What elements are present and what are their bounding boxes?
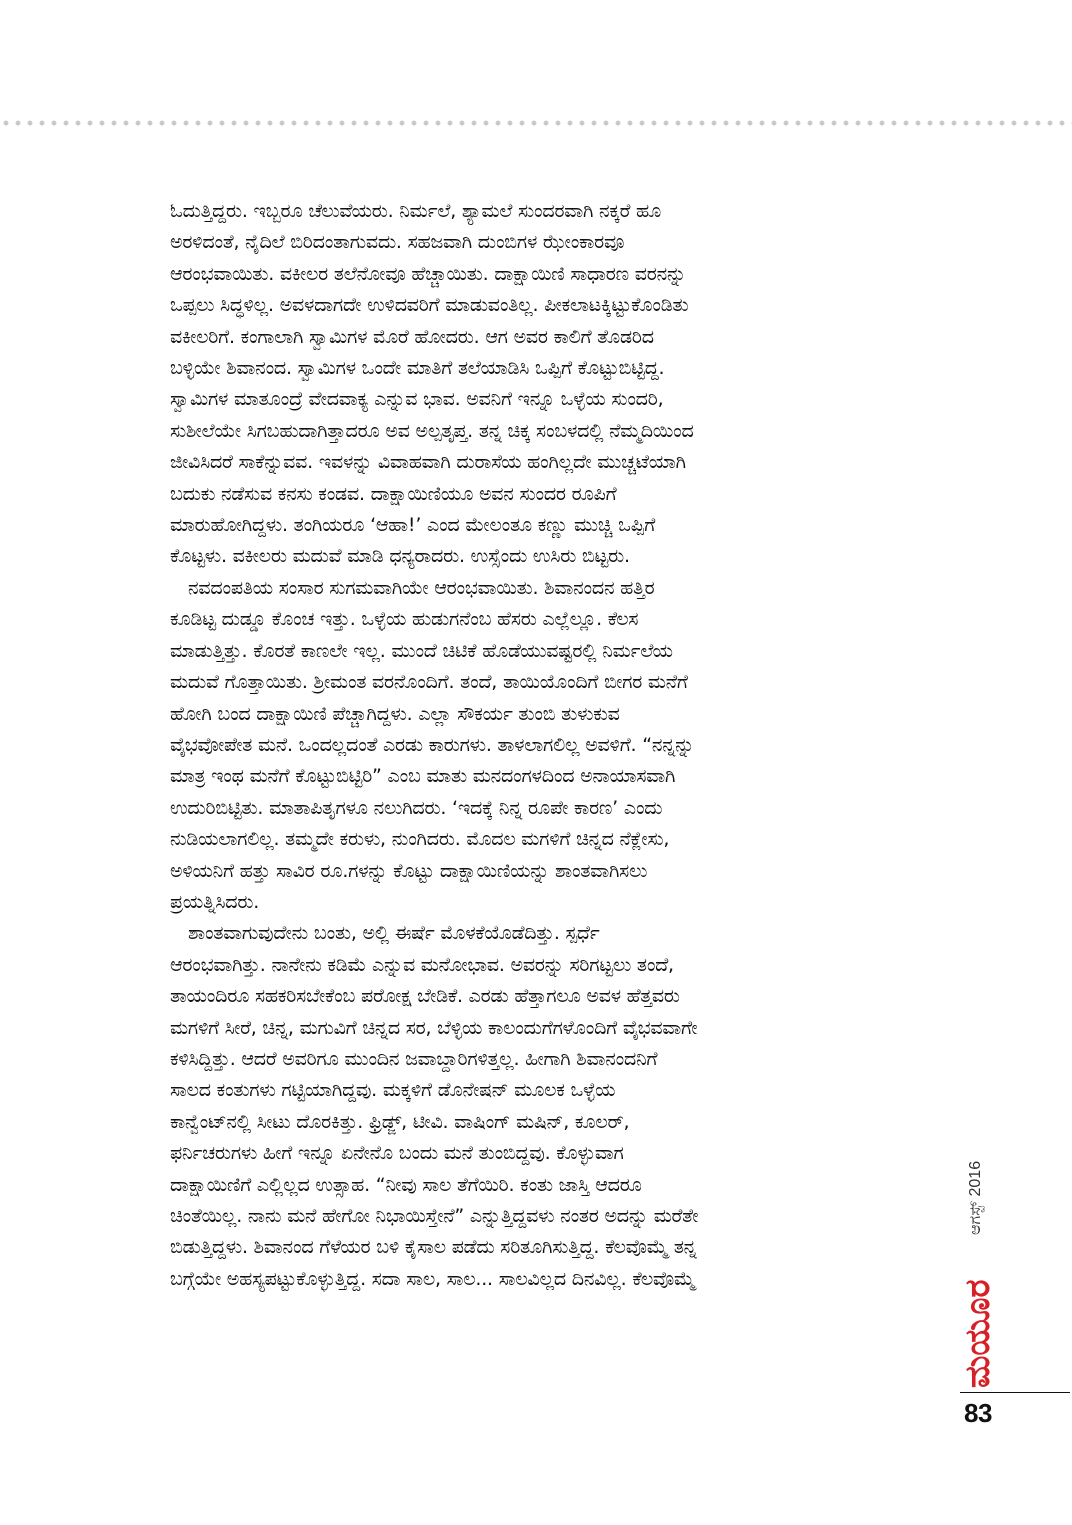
dotted-header-rule	[0, 120, 1072, 126]
text-line: ಬದುಕು ನಡೆಸುವ ಕನಸು ಕಂಡವ. ದಾಕ್ಷಾಯಿಣಿಯೂ ಅವನ ಸುಂದರ ರೂಪಿಗೆ	[170, 482, 617, 505]
paragraph-2	[170, 573, 920, 918]
text-line: ವೈಭವೋಪೇತ ಮನೆ. ಒಂದಲ್ಲದಂತೆ ಎರಡು ಕಾರುಗಳು. ತಾಳಲಾಗಲಿಲ್ಲ ಅವಳಿಗೆ. “ನನ್ನನ್ನು	[170, 733, 695, 756]
text-line: ಮಾರುಹೋಗಿದ್ದಳು. ತಂಗಿಯರೂ ‘ಆಹಾ!’ ಎಂದ ಮೇಲಂತೂ ಕಣ್ಣು ಮುಚ್ಚಿ ಒಪ್ಪಿಗೆ	[170, 514, 656, 537]
text-line: ಮಾಡುತ್ತಿತ್ತು. ಕೊರತೆ ಕಾಣಲೇ ಇಲ್ಲ. ಮುಂದೆ ಚಿಟಿಕೆ ಹೊಡೆಯುವಷ್ಟರಲ್ಲಿ ನಿರ್ಮಲೆಯ	[170, 639, 673, 662]
text-line: ದಾಕ್ಷಾಯಿಣಿಗೆ ಎಲ್ಲಿಲ್ಲದ ಉತ್ಸಾಹ. “ನೀವು ಸಾಲ ತೆಗೆಯಿರಿ. ಕಂತು ಜಾಸ್ತಿ ಆದರೂ	[170, 1173, 642, 1196]
folio-rule	[960, 1392, 1070, 1393]
text-line: ಬಳ್ಳಿಯೇ ಶಿವಾನಂದ. ಸ್ವಾಮಿಗಳ ಒಂದೇ ಮಾತಿಗೆ ತಲೆಯಾಡಿಸಿ ಒಪ್ಪಿಗೆ ಕೊಟ್ಟುಬಿಟ್ಟಿದ್ದ.	[170, 357, 665, 380]
text-line: ಓದುತ್ತಿದ್ದರು. ಇಬ್ಬರೂ ಚೆಲುವೆಯರು. ನಿರ್ಮಲೆ, ಶ್ಯಾಮಲೆ ಸುಂದರವಾಗಿ ನಕ್ಕರೆ ಹೂ	[170, 200, 662, 222]
paragraph-1	[170, 196, 920, 573]
text-line: ನುಡಿಯಲಾಗಲಿಲ್ಲ. ತಮ್ಮದೇ ಕರುಳು, ನುಂಗಿದರು. ಮೊದಲ ಮಗಳಿಗೆ ಚಿನ್ನದ ನೆಕ್ಲೇಸು,	[170, 828, 670, 851]
text-line: ಅರಳಿದಂತೆ, ನೈದಿಲೆ ಬಿರಿದಂತಾಗುವದು. ಸಹಜವಾಗಿ ದುಂಬಿಗಳ ಝೇಂಕಾರವೂ	[170, 231, 625, 254]
text-line: ನವದಂಪತಿಯ ಸಂಸಾರ ಸುಗಮವಾಗಿಯೇ ಆರಂಭವಾಯಿತು. ಶಿವಾನಂದನ ಹತ್ತಿರ	[188, 576, 655, 599]
magazine-logo: ಮಯೂರ	[958, 1279, 998, 1388]
text-line: ಕಳಿಸಿದ್ದಿತ್ತು. ಆದರೆ ಅವರಿಗೂ ಮುಂದಿನ ಜವಾಬ್ದಾರಿಗಳಿತ್ತಲ್ಲ. ಹೀಗಾಗಿ ಶಿವಾನಂದನಿಗೆ	[170, 1047, 658, 1070]
text-line: ಆರಂಭವಾಗಿತ್ತು. ನಾನೇನು ಕಡಿಮೆ ಎನ್ನುವ ಮನೋಭಾವ. ಅವರನ್ನು ಸರಿಗಟ್ಟಲು ತಂದೆ,	[170, 953, 674, 976]
text-line: ಮದುವೆ ಗೊತ್ತಾಯಿತು. ಶ್ರೀಮಂತ ವರನೊಂದಿಗೆ. ತಂದೆ, ತಾಯಿಯೊಂದಿಗೆ ಬೀಗರ ಮನೆಗೆ	[170, 671, 688, 694]
text-line: ಸ್ವಾಮಿಗಳ ಮಾತೂಂದ್ರೆ ವೇದವಾಕ್ಯ ಎನ್ನುವ ಭಾವ. ಅವನಿಗೆ ಇನ್ನೂ ಒಳ್ಳೆಯ ಸುಂದರಿ,	[170, 388, 664, 411]
text-line: ಮಗಳಿಗೆ ಸೀರೆ, ಚಿನ್ನ, ಮಗುವಿಗೆ ಚಿನ್ನದ ಸರ, ಬೆಳ್ಳಿಯ ಕಾಲಂದುಗೆಗಳೊಂದಿಗೆ ವೈಭವವಾಗೇ	[170, 1016, 698, 1039]
text-line: ಶಾಂತವಾಗುವುದೇನು ಬಂತು, ಅಲ್ಲಿ ಈರ್ಷೆ ಮೊಳಕೆಯೊಡೆದಿತ್ತು. ಸ್ಪರ್ಧೆ	[188, 922, 600, 945]
page-number: 83	[964, 1398, 992, 1428]
paragraph-3	[170, 918, 920, 1295]
text-line: ಕಾನ್ವೆಂಟ್‌ನಲ್ಲಿ ಸೀಟು ದೊರಕಿತ್ತು. ಫ್ರಿಡ್ಜ್, ಟೀವಿ. ವಾಷಿಂಗ್ ಮಷಿನ್, ಕೂಲರ್,	[170, 1110, 630, 1133]
text-line: ಆರಂಭವಾಯಿತು. ವಕೀಲರ ತಲೆನೋವೂ ಹೆಚ್ಚಾಯಿತು. ದಾಕ್ಷಾಯಿಣಿ ಸಾಧಾರಣ ವರನನ್ನು	[170, 262, 686, 285]
text-line: ಮಾತ್ರ ಇಂಥ ಮನೆಗೆ ಕೊಟ್ಟುಬಿಟ್ಟಿರಿ” ಎಂಬ ಮಾತು ಮನದಂಗಳದಿಂದ ಅನಾಯಾಸವಾಗಿ	[170, 765, 676, 788]
text-line: ಬಿಡುತ್ತಿದ್ದಳು. ಶಿವಾನಂದ ಗೆಳೆಯರ ಬಳಿ ಕೈಸಾಲ ಪಡೆದು ಸರಿತೂಗಿಸುತ್ತಿದ್ದ. ಕೆಲವೊಮ್ಮೆ ತನ್ನ	[170, 1236, 697, 1259]
text-line: ಜೀವಿಸಿದರೆ ಸಾಕೆನ್ನುವವ. ಇವಳನ್ನು ವಿವಾಹವಾಗಿ ದುರಾಸೆಯ ಹಂಗಿಲ್ಲದೇ ಮುಚ್ಚಟೆಯಾಗಿ	[170, 451, 686, 474]
issue-date: ಆಗಸ್ಟ್ 2016	[967, 1160, 984, 1235]
text-line: ಫರ್ನಿಚರುಗಳು ಹೀಗೆ ಇನ್ನೂ ಏನೇನೊ ಬಂದು ಮನೆ ತುಂಬಿದ್ದವು. ಕೊಳ್ಳುವಾಗ	[170, 1142, 624, 1165]
article-body	[170, 196, 920, 1426]
text-line: ಉದುರಿಬಿಟ್ಟಿತು. ಮಾತಾಪಿತೃಗಳೂ ನಲುಗಿದರು. ‘ಇದಕ್ಕೆ ನಿನ್ನ ರೂಪೇ ಕಾರಣ’ ಎಂದು	[170, 796, 663, 819]
text-line: ಪ್ರಯತ್ನಿಸಿದರು.	[170, 890, 260, 913]
text-line: ತಾಯಂದಿರೂ ಸಹಕರಿಸಬೇಕೆಂಬ ಪರೋಕ್ಷ ಬೇಡಿಕೆ. ಎರಡು ಹೆತ್ತಾಗಲೂ ಅವಳ ಹೆತ್ತವರು	[170, 985, 680, 1008]
text-line: ಕೂಡಿಟ್ಟ ದುಡ್ಡೂ ಕೊಂಚ ಇತ್ತು. ಒಳ್ಳೆಯ ಹುಡುಗನೆಂಬ ಹೆಸರು ಎಲ್ಲೆಲ್ಲೂ. ಕೆಲಸ	[170, 608, 639, 631]
text-line: ಅಳಿಯನಿಗೆ ಹತ್ತು ಸಾವಿರ ರೂ.ಗಳನ್ನು ಕೊಟ್ಟು ದಾಕ್ಷಾಯಿಣಿಯನ್ನು ಶಾಂತವಾಗಿಸಲು	[170, 859, 648, 882]
text-line: ಹೋಗಿ ಬಂದ ದಾಕ್ಷಾಯಿಣಿ ಪೆಚ್ಚಾಗಿದ್ದಳು. ಎಲ್ಲಾ ಸೌಕರ್ಯ ತುಂಬಿ ತುಳುಕುವ	[170, 702, 620, 725]
text-line: ಬಗ್ಗೆಯೇ ಅಹಸ್ಯಪಟ್ಟುಕೊಳ್ಳುತ್ತಿದ್ದ. ಸದಾ ಸಾಲ, ಸಾಲ... ಸಾಲವಿಲ್ಲದ ದಿನವಿಲ್ಲ. ಕೆಲವೊಮ್ಮೆ	[170, 1267, 696, 1290]
text-line: ಸುಶೀಲೆಯೇ ಸಿಗಬಹುದಾಗಿತ್ತಾದರೂ ಅವ ಅಲ್ಪತೃಪ್ತ. ತನ್ನ ಚಿಕ್ಕ ಸಂಬಳದಲ್ಲಿ ನೆಮ್ಮದಿಯಿಂದ	[170, 419, 694, 442]
text-line: ಚಿಂತೆಯಿಲ್ಲ. ನಾನು ಮನೆ ಹೇಗೋ ನಿಭಾಯಿಸ್ತೇನೆ” ಎನ್ನುತ್ತಿದ್ದವಳು ನಂತರ ಅದನ್ನು ಮರೆತೇ	[170, 1205, 699, 1227]
text-line: ವಕೀಲರಿಗೆ. ಕಂಗಾಲಾಗಿ ಸ್ವಾಮಿಗಳ ಮೊರೆ ಹೋದರು. ಆಗ ಅವರ ಕಾಲಿಗೆ ತೊಡರಿದ	[170, 325, 654, 348]
text-line: ಕೊಟ್ಟಳು. ವಕೀಲರು ಮದುವೆ ಮಾಡಿ ಧನ್ಯರಾದರು. ಉಸ್ಸೆಂದು ಉಸಿರು ಬಿಟ್ಟರು.	[170, 545, 630, 568]
text-line: ಸಾಲದ ಕಂತುಗಳು ಗಟ್ಟಿಯಾಗಿದ್ದವು. ಮಕ್ಕಳಿಗೆ ಡೊನೇಷನ್ ಮೂಲಕ ಒಳ್ಳೆಯ	[170, 1079, 616, 1102]
text-line: ಒಪ್ಪಲು ಸಿದ್ಧಳಿಲ್ಲ. ಅವಳದಾಗದೇ ಉಳಿದವರಿಗೆ ಮಾಡುವಂತಿಲ್ಲ. ಪೀಕಲಾಟಕ್ಕಿಟ್ಟುಕೊಂಡಿತು	[170, 294, 689, 317]
